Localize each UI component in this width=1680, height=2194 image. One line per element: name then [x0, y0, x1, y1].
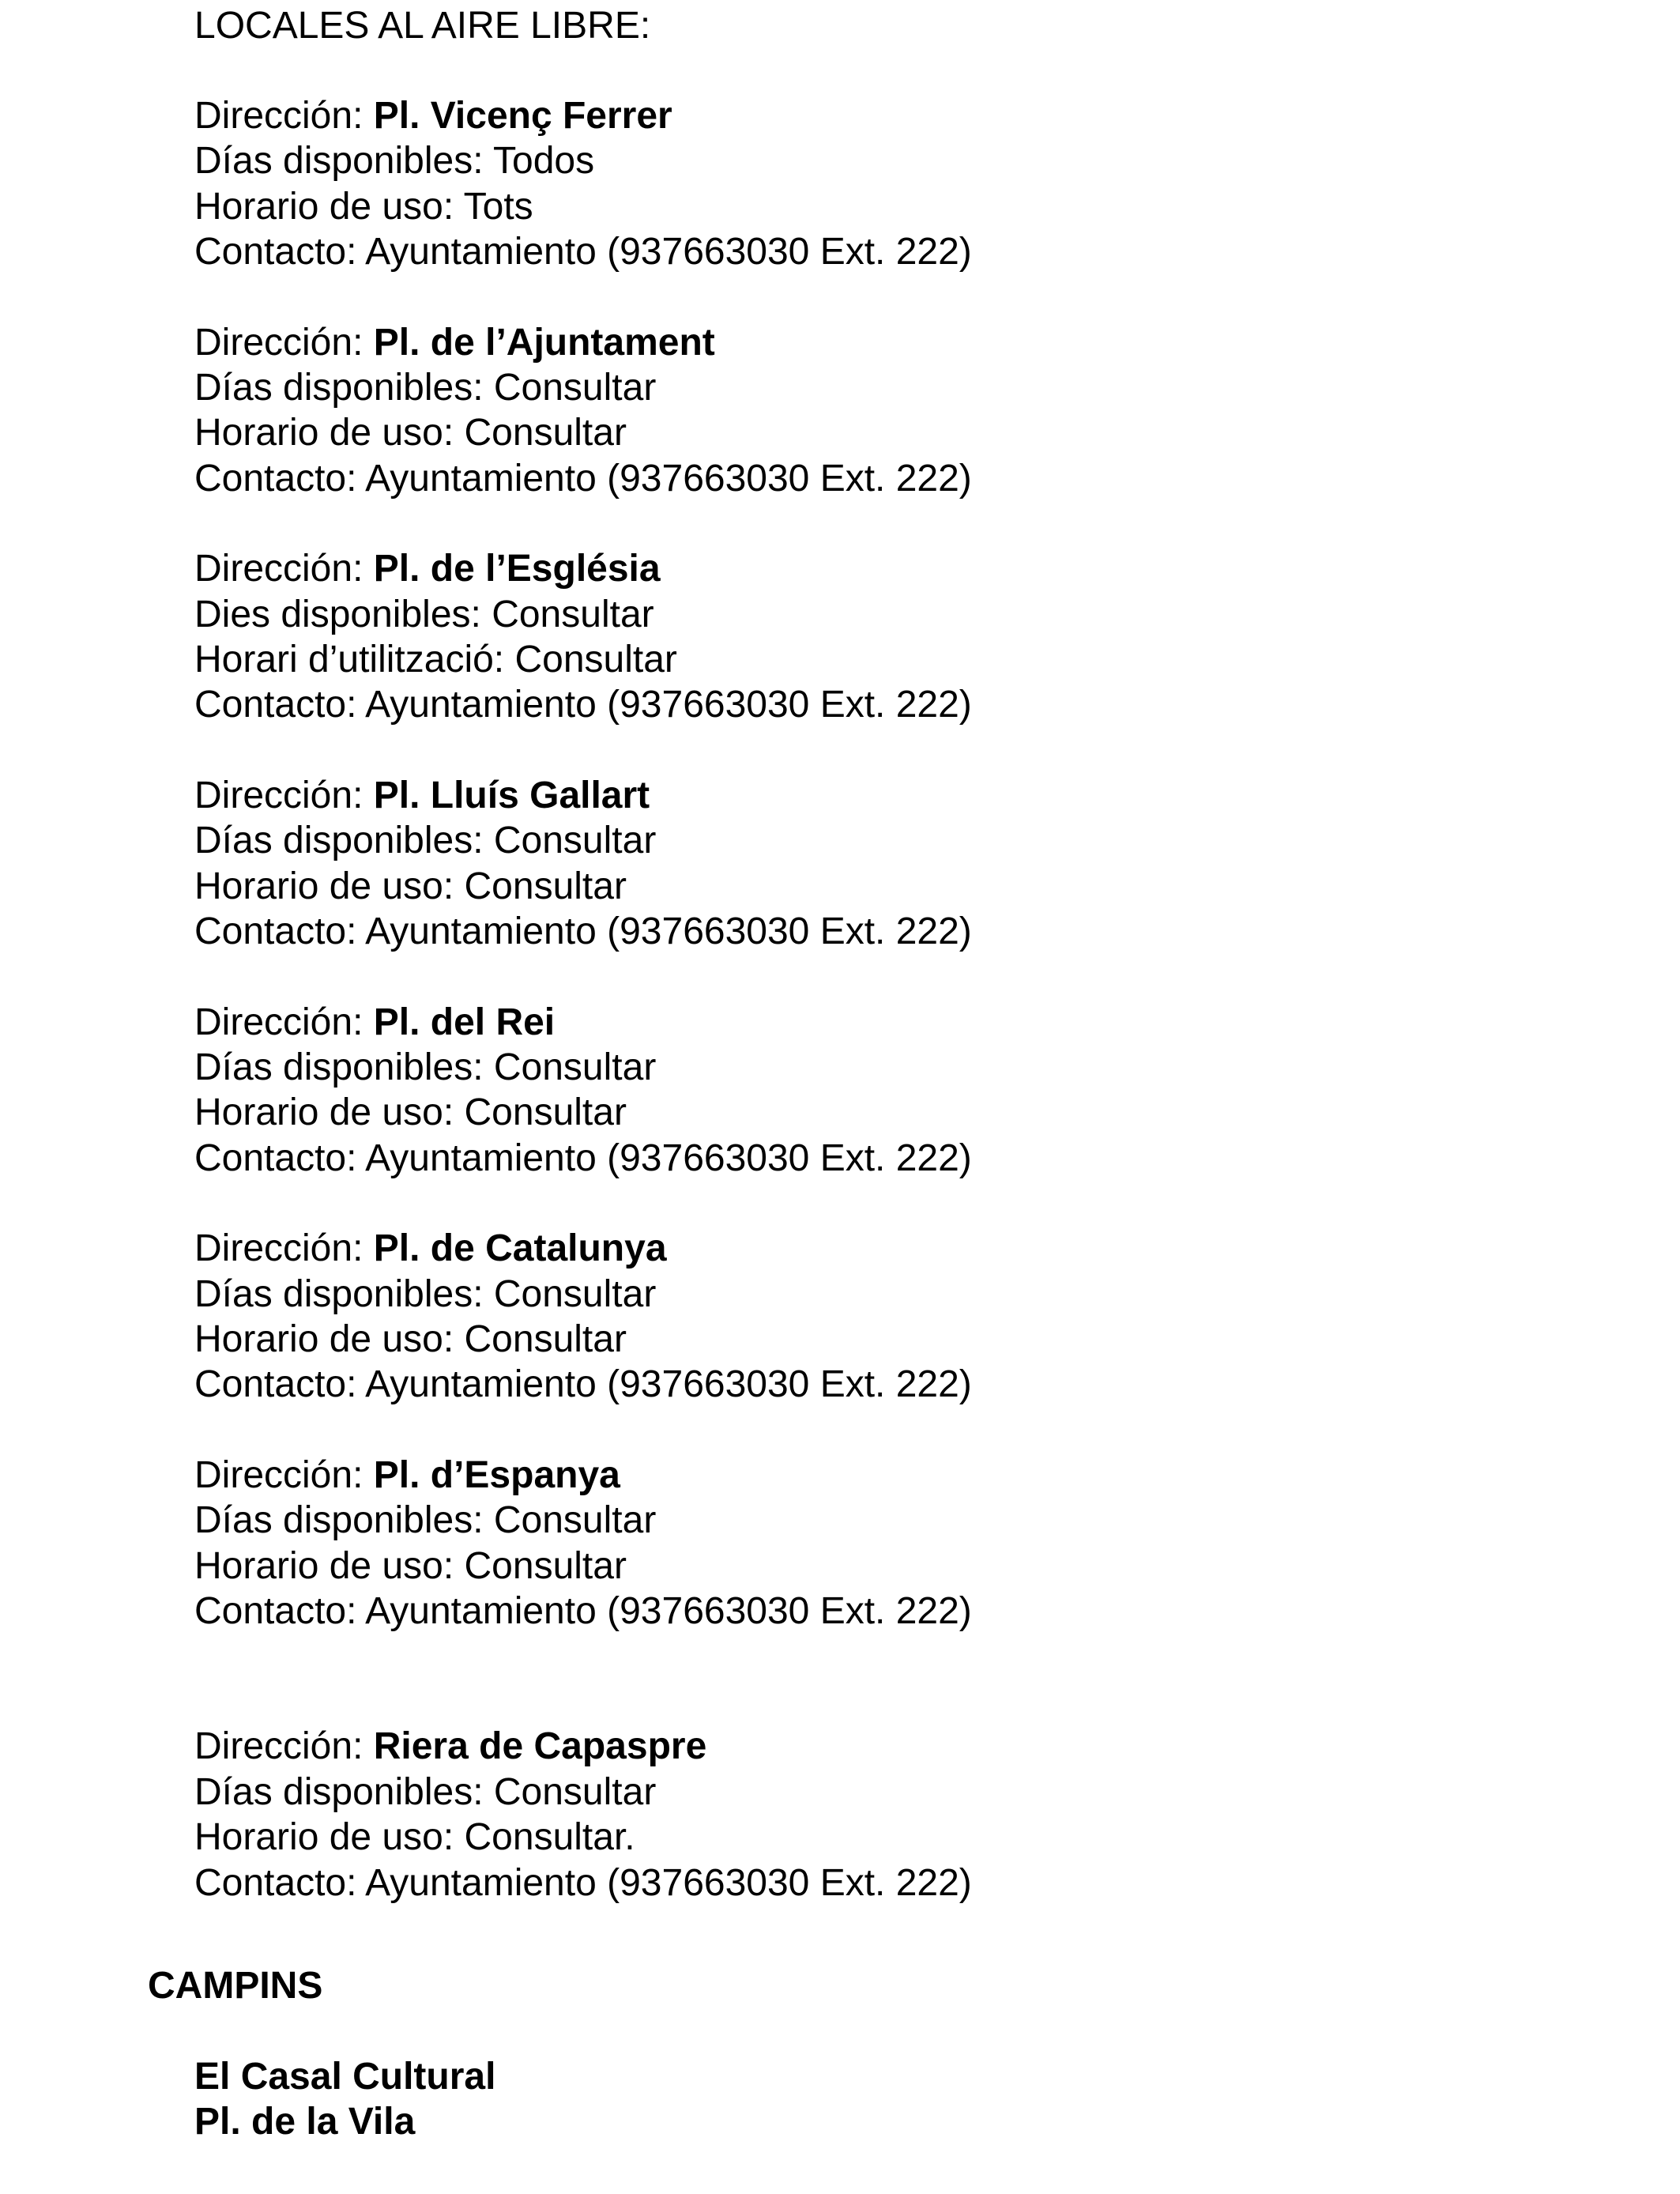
address-value: Riera de Capaspre [373, 1725, 707, 1768]
address-value: Pl. de l’Església [373, 548, 661, 590]
address-label: Dirección: [194, 1725, 374, 1768]
venue-address: Pl. de la Vila [194, 2101, 416, 2143]
venue-entry [194, 773, 1538, 955]
address-label: Dirección: [194, 1001, 374, 1043]
address-label: Dirección: [194, 774, 374, 816]
address-line [194, 93, 1538, 138]
days-line: Días disponibles: Consultar [194, 1499, 657, 1542]
address-label: Dirección: [194, 1453, 374, 1496]
venue-entry [194, 1724, 1538, 1906]
address-line [194, 773, 1538, 818]
address-line [194, 1226, 1538, 1271]
contact-line: Contacto: Ayuntamiento (937663030 Ext. 222) [194, 231, 972, 273]
days-line: Días disponibles: Consultar [194, 1272, 657, 1315]
contact-line: Contacto: Ayuntamiento (937663030 Ext. 222) [194, 910, 972, 953]
contact-line: Contacto: Ayuntamiento (937663030 Ext. 222) [194, 1137, 972, 1179]
address-label: Dirección: [194, 321, 374, 364]
venue-entry [194, 320, 1538, 502]
contact-line: Contacto: Ayuntamiento (937663030 Ext. 222) [194, 684, 972, 726]
address-line [194, 1000, 1538, 1045]
address-label: Dirección: [194, 1227, 374, 1270]
campins-venue [194, 2054, 495, 2145]
address-value: Pl. Vicenç Ferrer [373, 95, 672, 137]
address-label: Dirección: [194, 95, 374, 137]
address-line [194, 546, 1538, 591]
address-value: Pl. del Rei [373, 1001, 556, 1043]
contact-line: Contacto: Ayuntamiento (937663030 Ext. 222) [194, 1589, 972, 1632]
page-heading: LOCALES AL AIRE LIBRE: [194, 5, 651, 47]
days-line: Dies disponibles: Consultar [194, 593, 654, 635]
hours-line: Horari d’utilització: Consultar [194, 639, 677, 681]
address-value: Pl. d’Espanya [373, 1453, 620, 1496]
hours-line: Horario de uso: Tots [194, 185, 533, 228]
address-value: Pl. de l’Ajuntament [373, 321, 715, 364]
address-label: Dirección: [194, 548, 374, 590]
venue-entry [194, 546, 1538, 728]
contact-line: Contacto: Ayuntamiento (937663030 Ext. 222) [194, 1861, 972, 1904]
venue-entry [194, 1453, 1538, 1634]
address-line [194, 320, 1538, 365]
address-value: Pl. Lluís Gallart [373, 774, 650, 816]
address-line [194, 1724, 1538, 1769]
hours-line: Horario de uso: Consultar [194, 1318, 627, 1360]
contact-line: Contacto: Ayuntamiento (937663030 Ext. 222) [194, 1363, 972, 1406]
contact-line: Contacto: Ayuntamiento (937663030 Ext. 222) [194, 457, 972, 499]
days-line: Días disponibles: Consultar [194, 1046, 657, 1088]
venue-entry [194, 93, 1538, 275]
hours-line: Horario de uso: Consultar [194, 412, 627, 454]
address-value: Pl. de Catalunya [373, 1227, 667, 1270]
days-line: Días disponibles: Consultar [194, 367, 657, 409]
address-line [194, 1453, 1538, 1498]
hours-line: Horario de uso: Consultar [194, 865, 627, 907]
hours-line: Horario de uso: Consultar. [194, 1816, 635, 1859]
days-line: Días disponibles: Todos [194, 140, 595, 183]
hours-line: Horario de uso: Consultar [194, 1544, 627, 1587]
venue-name: El Casal Cultural [194, 2056, 496, 2098]
section-title-campins: CAMPINS [148, 1965, 323, 2007]
venue-entry [194, 1000, 1538, 1182]
hours-line: Horario de uso: Consultar [194, 1091, 627, 1134]
venue-entry [194, 1226, 1538, 1408]
days-line: Días disponibles: Consultar [194, 1770, 657, 1813]
outdoor-venues-list [194, 93, 1538, 1906]
days-line: Días disponibles: Consultar [194, 820, 657, 862]
